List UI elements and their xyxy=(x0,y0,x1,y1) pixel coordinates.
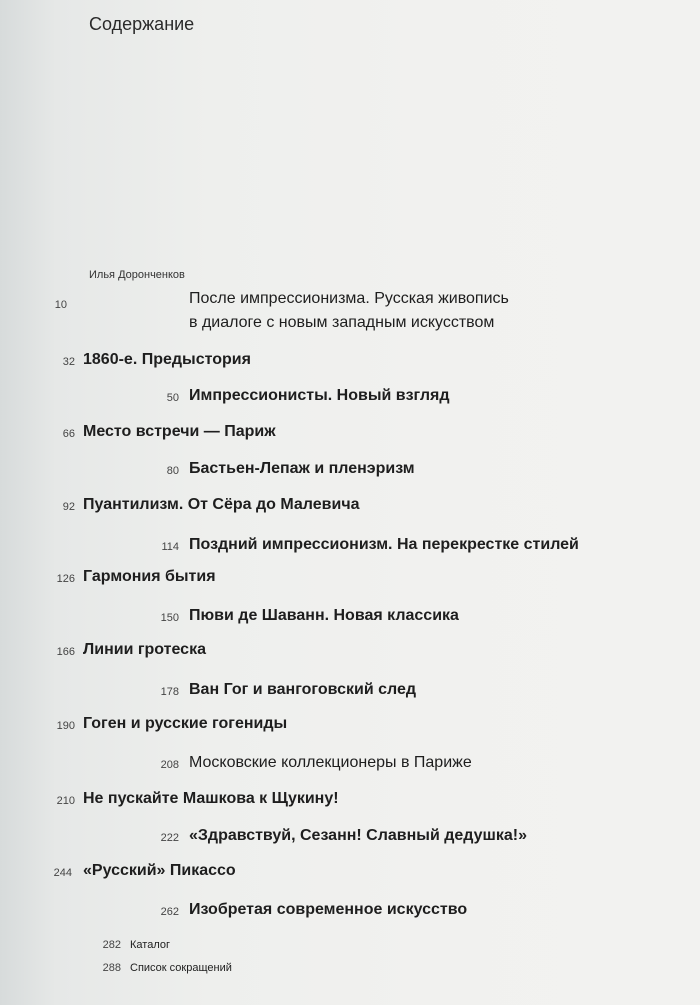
entry-title: Изобретая современное искусство xyxy=(189,901,468,918)
entry-title: Гармония бытия xyxy=(83,568,216,585)
page-number: 80 xyxy=(166,465,179,477)
page-number: 50 xyxy=(166,392,179,404)
entry-title: Гоген и русские гогениды xyxy=(83,715,288,732)
page-number: 178 xyxy=(160,686,179,698)
page-number: 222 xyxy=(160,832,179,844)
entry-title: Московские коллекционеры в Париже xyxy=(189,754,472,771)
page-number: 210 xyxy=(56,795,75,807)
page-number: 262 xyxy=(160,906,179,918)
entry-title: Список сокращений xyxy=(130,962,232,974)
author-name: Илья Доронченков xyxy=(89,269,185,281)
entry-title-line1: После импрессионизма. Русская живопись xyxy=(189,290,509,307)
page-number: 282 xyxy=(102,939,121,951)
entry-title-line2: в диалоге с новым западным искусством xyxy=(189,314,495,331)
page-number: 150 xyxy=(160,612,179,624)
entry-title: 1860-е. Предыстория xyxy=(83,351,251,368)
entry-title: Каталог xyxy=(130,939,170,951)
entry-title: «Здравствуй, Сезанн! Славный дедушка!» xyxy=(189,827,528,844)
entry-title: Пуантилизм. От Сёра до Малевича xyxy=(83,496,360,513)
entry-title: «Русский» Пикассо xyxy=(83,862,236,879)
page-number: 126 xyxy=(56,573,75,585)
entry-title: Пюви де Шаванн. Новая классика xyxy=(189,607,459,624)
page-number: 166 xyxy=(56,646,75,658)
entry-title: Ван Гог и вангоговский след xyxy=(189,681,417,698)
page-heading: Содержание xyxy=(89,14,195,34)
page-number: 288 xyxy=(102,962,121,974)
page-number: 10 xyxy=(54,299,67,311)
entry-title: Линии гротеска xyxy=(83,641,206,658)
page-number: 92 xyxy=(62,501,75,513)
page-number: 66 xyxy=(62,428,75,440)
entry-title: Поздний импрессионизм. На перекрестке стилей xyxy=(189,536,579,553)
page-number: 190 xyxy=(56,720,75,732)
entry-title: Бастьен-Лепаж и пленэризм xyxy=(189,460,415,477)
page-number: 244 xyxy=(53,867,72,879)
page-number: 32 xyxy=(62,356,75,368)
page-number: 114 xyxy=(161,541,179,553)
entry-title: Место встречи — Париж xyxy=(83,423,276,440)
page-number: 208 xyxy=(160,759,179,771)
entry-title: Не пускайте Машкова к Щукину! xyxy=(83,790,339,807)
entry-title: Импрессионисты. Новый взгляд xyxy=(189,387,450,404)
